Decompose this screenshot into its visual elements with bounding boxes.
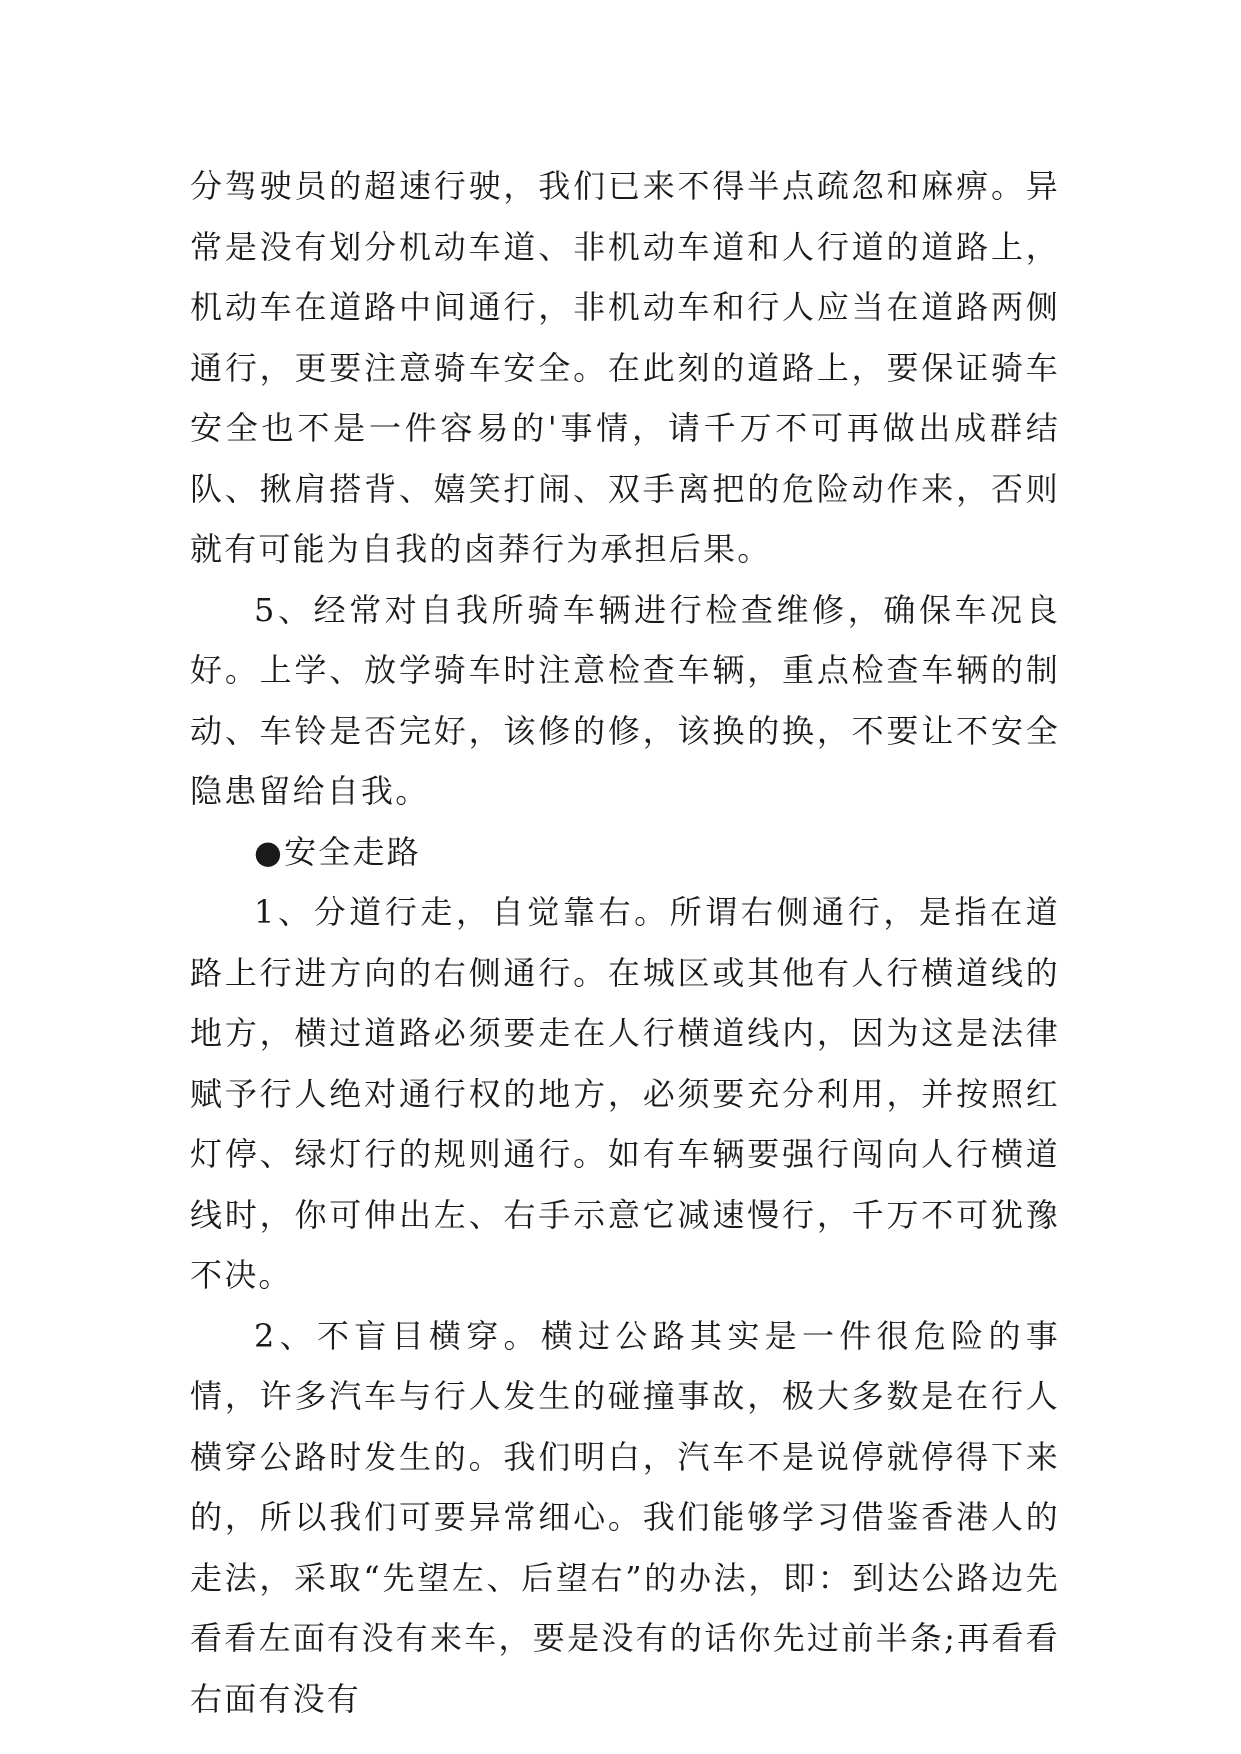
section-heading-safe-walking: ●安全走路: [254, 832, 421, 871]
paragraph-item-1: 1、分道行走，自觉靠右。所谓右侧通行，是指在道路上行进方向的右侧通行。在城区或其他有人行横道线的地方，横过道路必须要走在人行横道线内，因为这是法律赋予行人绝对通行权的地方，必须要充分利用，并按照红灯停、绿灯行的规则通行。如有车辆要强行闯向人行横道线时，你可伸出左、右手示意它减速慢行，千万不可犹豫不决。: [190, 893, 1060, 1294]
paragraph-item-2: 2、不盲目横穿。横过公路其实是一件很危险的事情，许多汽车与行人发生的碰撞事故，极大多数是在行人横穿公路时发生的。我们明白，汽车不是说停就停得下来的，所以我们可要异常细心。我们能够学习借鉴香港人的走法，采取“先望左、后望右”的办法，即：到达公路边先看看左面有没有来车，要是没有的话你先过前半条;再看看右面有没有: [190, 1316, 1060, 1718]
paragraph-continuation: 分驾驶员的超速行驶，我们已来不得半点疏忽和麻痹。异常是没有划分机动车道、非机动车道和人行道的道路上，机动车在道路中间通行，非机动车和行人应当在道路两侧通行，更要注意骑车安全。在此刻的道路上，要保证骑车安全也不是一件容易的'事情，请千万不可再做出成群结队、揪肩搭背、嬉笑打闹、双手离把的危险动作来，否则就有可能为自我的卤莽行为承担后果。: [190, 167, 1060, 568]
paragraph-item-5: 5、经常对自我所骑车辆进行检查维修，确保车况良好。上学、放学骑车时注意检查车辆，重点检查车辆的制动、车铃是否完好，该修的修，该换的换，不要让不安全隐患留给自我。: [190, 590, 1060, 810]
document-body: [190, 156, 1060, 1729]
